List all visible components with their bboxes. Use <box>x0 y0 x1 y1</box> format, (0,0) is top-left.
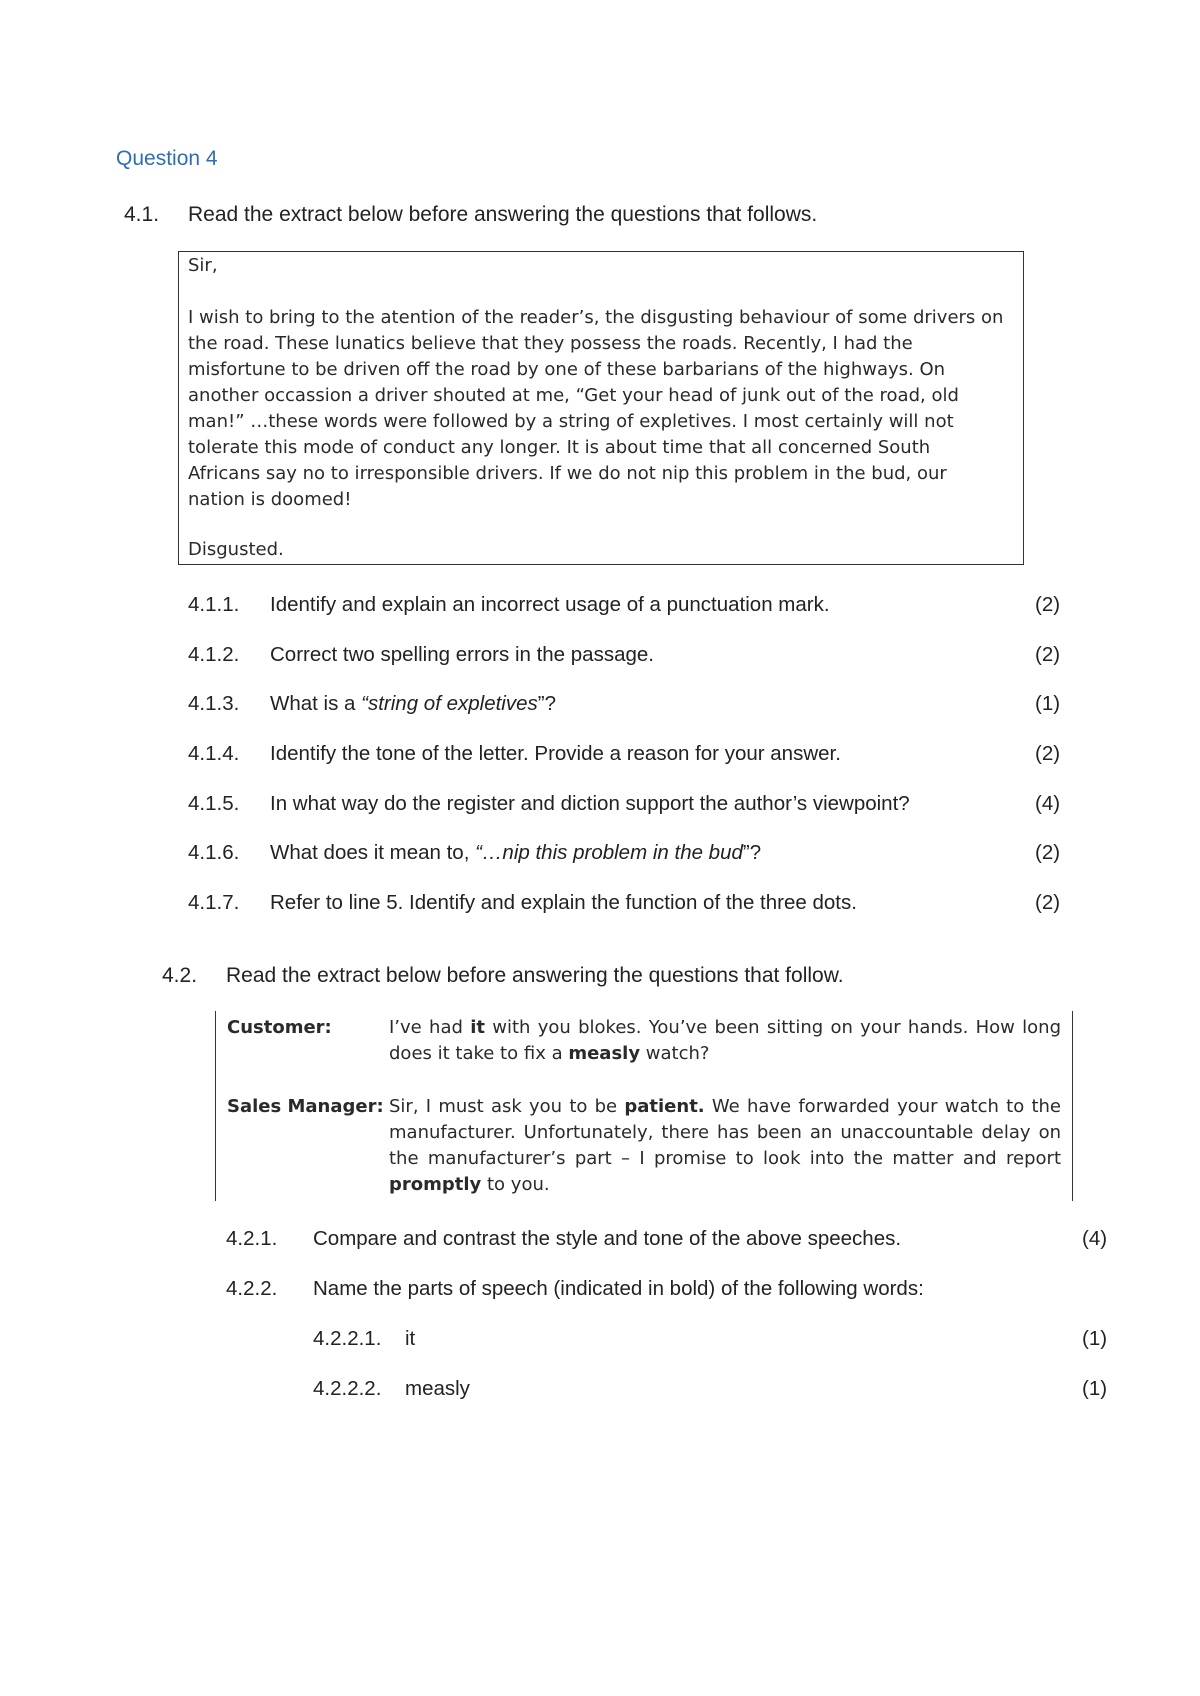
letter-salutation: Sir, <box>188 255 218 276</box>
subquestion-marks: (4) <box>1035 792 1061 815</box>
sales-manager-label: Sales Manager: <box>227 1096 384 1117</box>
manager-line: manufacturer. Unfortunately, there has been an unaccountable delay on <box>389 1122 1061 1143</box>
subquestion-number: 4.2.2.2. <box>313 1377 382 1400</box>
subquestion-text: In what way do the register and diction support the author’s viewpoint? <box>270 792 910 815</box>
subquestion-text: Refer to line 5. Identify and explain the function of the three dots. <box>270 891 857 914</box>
subquestion-number: 4.2.1. <box>226 1227 278 1250</box>
question-heading: Question 4 <box>116 147 218 170</box>
manager-line: the manufacturer’s part – I promise to look into the matter and report <box>389 1148 1061 1169</box>
question-4-2-instruction: Read the extract below before answering the questions that follow. <box>226 964 844 987</box>
subquestion-text: What does it mean to, “…nip this problem in the bud”? <box>270 841 762 864</box>
letter-line: I wish to bring to the atention of the reader’s, the disgusting behaviour of some drivers on <box>188 307 1004 328</box>
subquestion-number: 4.1.4. <box>188 742 240 765</box>
subquestion-marks: (2) <box>1035 593 1061 616</box>
letter-signoff: Disgusted. <box>188 539 284 560</box>
customer-label: Customer: <box>227 1017 332 1038</box>
subquestion-text: Identify the tone of the letter. Provide a reason for your answer. <box>270 742 841 765</box>
dialogue-extract-box <box>215 1011 1073 1201</box>
question-4-1-instruction: Read the extract below before answering the questions that follows. <box>188 203 818 226</box>
manager-line: promptly to you. <box>389 1174 550 1195</box>
subquestion-marks: (1) <box>1082 1377 1108 1400</box>
subquestion-text: it <box>405 1327 416 1350</box>
subquestion-number: 4.2.2.1. <box>313 1327 382 1350</box>
subquestion-text: Compare and contrast the style and tone of the above speeches. <box>313 1227 902 1250</box>
customer-line: I’ve had it with you blokes. You’ve been sitting on your hands. How long <box>389 1017 1061 1038</box>
subquestion-text: What is a “string of expletives”? <box>270 692 556 715</box>
subquestion-number: 4.2.2. <box>226 1277 278 1300</box>
letter-extract-box <box>178 251 1024 565</box>
subquestion-number: 4.1.1. <box>188 593 240 616</box>
subquestion-marks: (4) <box>1082 1227 1108 1250</box>
letter-line: nation is doomed! <box>188 489 352 510</box>
question-4-2-number: 4.2. <box>162 964 198 987</box>
subquestion-marks: (2) <box>1035 891 1061 914</box>
subquestion-text: measly <box>405 1377 470 1400</box>
subquestion-text: Identify and explain an incorrect usage of a punctuation mark. <box>270 593 830 616</box>
subquestion-number: 4.1.5. <box>188 792 240 815</box>
letter-line: another occassion a driver shouted at me, “Get your head of junk out of the road, old <box>188 385 959 406</box>
subquestion-number: 4.1.2. <box>188 643 240 666</box>
letter-line: Africans say no to irresponsible drivers. If we do not nip this problem in the bud, our <box>188 463 947 484</box>
letter-line: tolerate this mode of conduct any longer. It is about time that all concerned South <box>188 437 931 458</box>
question-4-1-number: 4.1. <box>124 203 160 226</box>
letter-line: the road. These lunatics believe that they possess the roads. Recently, I had the <box>188 333 913 354</box>
customer-line: does it take to fix a measly watch? <box>389 1043 710 1064</box>
subquestion-text: Name the parts of speech (indicated in bold) of the following words: <box>313 1277 924 1300</box>
letter-line: man!” …these words were followed by a string of expletives. I most certainly will not <box>188 411 954 432</box>
subquestion-number: 4.1.3. <box>188 692 240 715</box>
manager-line: Sir, I must ask you to be patient. We have forwarded your watch to the <box>389 1096 1062 1117</box>
subquestion-text: Correct two spelling errors in the passage. <box>270 643 654 666</box>
subquestion-marks: (2) <box>1035 742 1061 765</box>
subquestion-marks: (1) <box>1035 692 1061 715</box>
subquestion-number: 4.1.7. <box>188 891 240 914</box>
subquestion-marks: (2) <box>1035 643 1061 666</box>
letter-line: misfortune to be driven off the road by one of these barbarians of the highways. On <box>188 359 946 380</box>
subquestion-number: 4.1.6. <box>188 841 240 864</box>
subquestion-marks: (2) <box>1035 841 1061 864</box>
subquestion-marks: (1) <box>1082 1327 1108 1350</box>
